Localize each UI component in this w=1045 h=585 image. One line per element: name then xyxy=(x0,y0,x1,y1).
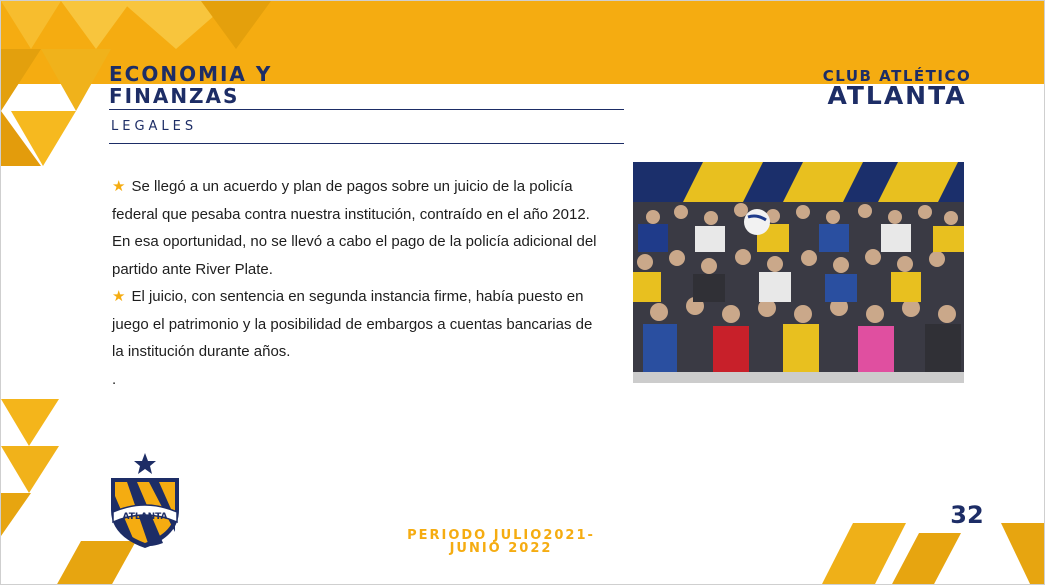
bullet-text: El juicio, con sentencia en segunda instancia firme, había puesto en juego el patrimonio y la posibilidad de embargos a cuentas bancarias de la institución durante años. xyxy=(112,288,593,360)
club-crest-logo xyxy=(105,450,185,550)
page-title-line-1: ECONOMIA Y xyxy=(109,62,273,86)
bullet-text: Se llegó a un acuerdo y plan de pagos sobre un juicio de la policía federal que pesaba contra nuestra institución, contraído en el año 2012. En esa oportunidad, no se llevó a cabo el pago de la policía adicional del partido ante River Plate. xyxy=(112,178,597,278)
body-text xyxy=(112,173,607,393)
bullet-item xyxy=(112,173,607,283)
trailing-text: . xyxy=(112,370,117,388)
brand-name-small: CLUB ATLÉTICO xyxy=(822,67,972,85)
brand-name-large: ATLANTA xyxy=(827,81,967,110)
report-period-line-1: PERIODO JULIO2021- xyxy=(407,528,595,543)
bullet-item xyxy=(112,283,607,366)
star-icon: ★ xyxy=(112,288,126,305)
title-divider xyxy=(109,109,624,110)
report-period xyxy=(356,529,646,555)
page-title xyxy=(109,63,272,107)
crowd-photo xyxy=(633,162,964,383)
page-number: 32 xyxy=(950,501,984,529)
report-period-line-2: JUNIO 2022 xyxy=(449,541,553,556)
subtitle-divider xyxy=(109,143,624,144)
page-title-line-2: FINANZAS xyxy=(109,84,240,108)
crest-text: ATLANTA xyxy=(122,512,168,522)
star-icon xyxy=(134,453,156,474)
section-subtitle: LEGALES xyxy=(111,119,198,134)
star-icon: ★ xyxy=(112,178,126,195)
